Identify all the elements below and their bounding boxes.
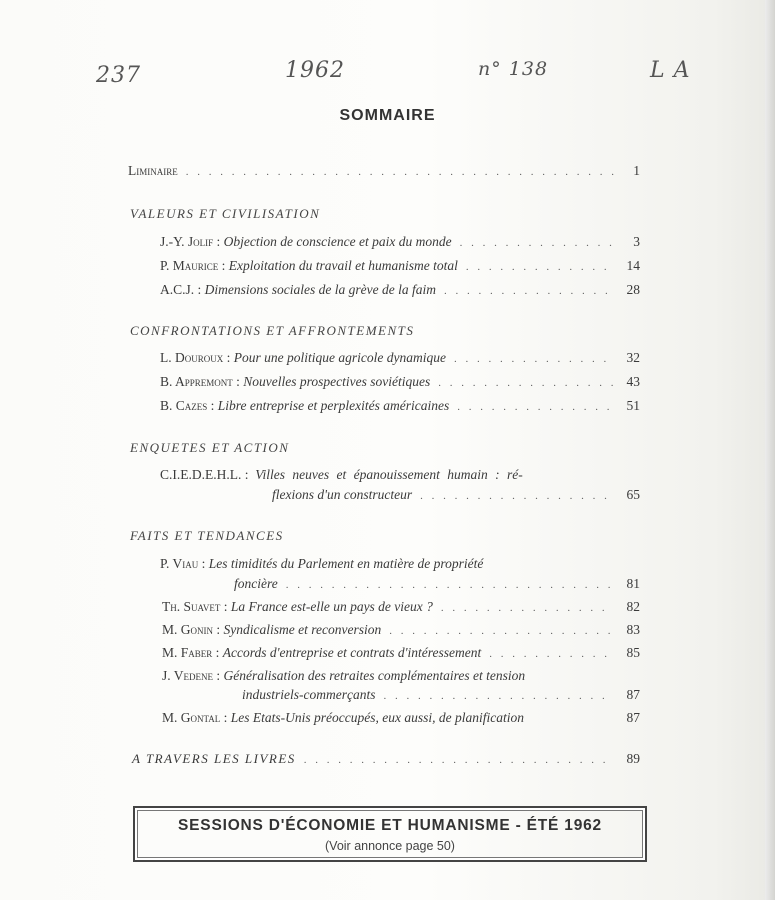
section-title: VALEURS ET CIVILISATION: [130, 206, 321, 221]
announcement-title: SESSIONS D'ÉCONOMIE ET HUMANISME - ÉTÉ 1962: [178, 817, 602, 834]
page-number: 1: [633, 163, 640, 178]
entry-author: J. Vedene :: [162, 668, 221, 683]
entry-title: Dimensions sociales de la grève de la faim: [204, 282, 436, 297]
page-number: 87: [626, 710, 640, 725]
entry-author: M. Faber :: [162, 645, 220, 660]
entry-title: Syndicalisme et reconversion: [223, 622, 382, 637]
entry-author: J.-Y. Jolif :: [160, 234, 221, 249]
page-number: 43: [626, 374, 640, 389]
entry-title: Généralisation des retraites complémentaires et tension: [223, 668, 526, 683]
page-number: 85: [626, 645, 640, 660]
toc-entry: [160, 398, 640, 414]
toc-entry: [160, 282, 640, 298]
handwritten-number: 237: [96, 63, 141, 88]
entry-title: Accords d'entreprise et contrats d'intéressement: [222, 645, 482, 660]
entry-author: B. Cazes :: [160, 398, 215, 413]
handwritten-year: 1962: [285, 58, 345, 83]
handwritten-code: L A: [650, 58, 691, 83]
entry-title-cont: foncière: [234, 576, 278, 591]
page-number: 65: [626, 487, 640, 502]
toc-entry: [162, 622, 640, 638]
entry-title: Les timidités du Parlement en matière de propriété: [208, 556, 484, 571]
page-title: SOMMAIRE: [339, 107, 436, 124]
page-number: 89: [626, 751, 640, 766]
entry-author: P. Maurice :: [160, 258, 226, 273]
toc-entry: [160, 234, 640, 250]
entry-title: Objection de conscience et paix du monde: [223, 234, 452, 249]
entry-title: La France est-elle un pays de vieux ?: [230, 599, 433, 614]
entry-title: Pour une politique agricole dynamique: [233, 350, 446, 365]
toc-entry-books: [132, 751, 640, 767]
entry-title: Les Etats-Unis préoccupés, eux aussi, de planification: [230, 710, 524, 725]
section-title: ENQUETES ET ACTION: [130, 440, 290, 455]
toc-entry-first-line: [162, 668, 525, 684]
toc-entry-continuation: [234, 576, 640, 592]
entry-author: C.I.E.D.E.H.L. :: [160, 467, 249, 482]
entry-author: A.C.J. :: [160, 282, 202, 297]
entry-title-cont: flexions d'un constructeur: [272, 487, 413, 502]
entry-title: Villes neuves et épanouissement humain : ré-: [255, 467, 523, 482]
entry-author: P. Viau :: [160, 556, 206, 571]
toc-entry-first-line: [160, 556, 483, 572]
page-number: 3: [633, 234, 640, 249]
entry-author: B. Appremont :: [160, 374, 240, 389]
page-number: 32: [626, 350, 640, 365]
entry-author: Th. Suavet :: [162, 599, 228, 614]
toc-entry: [160, 374, 640, 390]
page-edge: [765, 0, 775, 900]
section-title: CONFRONTATIONS ET AFFRONTEMENTS: [130, 323, 415, 338]
toc-entry-continuation: [272, 487, 640, 503]
toc-entry: [160, 258, 640, 274]
entry-title-cont: industriels-commerçants: [242, 687, 376, 702]
toc-entry-liminaire: [128, 163, 640, 179]
page-number: 81: [626, 576, 640, 591]
entry-author: M. Gontal :: [162, 710, 228, 725]
section-title: A TRAVERS LES LIVRES: [132, 751, 296, 766]
announcement-note: (Voir annonce page 50): [325, 839, 455, 853]
toc-entry: [162, 710, 640, 726]
entry-title: Exploitation du travail et humanisme total: [228, 258, 458, 273]
handwritten-issue: n° 138: [478, 58, 549, 80]
toc-entry-continuation: [242, 687, 640, 703]
toc-entry: [162, 599, 640, 615]
announcement-box: [133, 806, 647, 862]
entry-author: L. Douroux :: [160, 350, 231, 365]
entry-author: M. Gonin :: [162, 622, 221, 637]
page-number: 87: [626, 687, 640, 702]
page-number: 82: [626, 599, 640, 614]
section-title: FAITS ET TENDANCES: [130, 528, 284, 543]
toc-entry: [162, 645, 640, 661]
entry-title: Libre entreprise et perplexités américaines: [217, 398, 450, 413]
entry-title: Nouvelles prospectives soviétiques: [243, 374, 431, 389]
entry-label: Liminaire: [128, 163, 178, 178]
page-number: 51: [626, 398, 640, 413]
page-number: 83: [626, 622, 640, 637]
page-number: 14: [626, 258, 640, 273]
toc-entry-first-line: [160, 467, 523, 483]
toc-entry: [160, 350, 640, 366]
page-number: 28: [626, 282, 640, 297]
